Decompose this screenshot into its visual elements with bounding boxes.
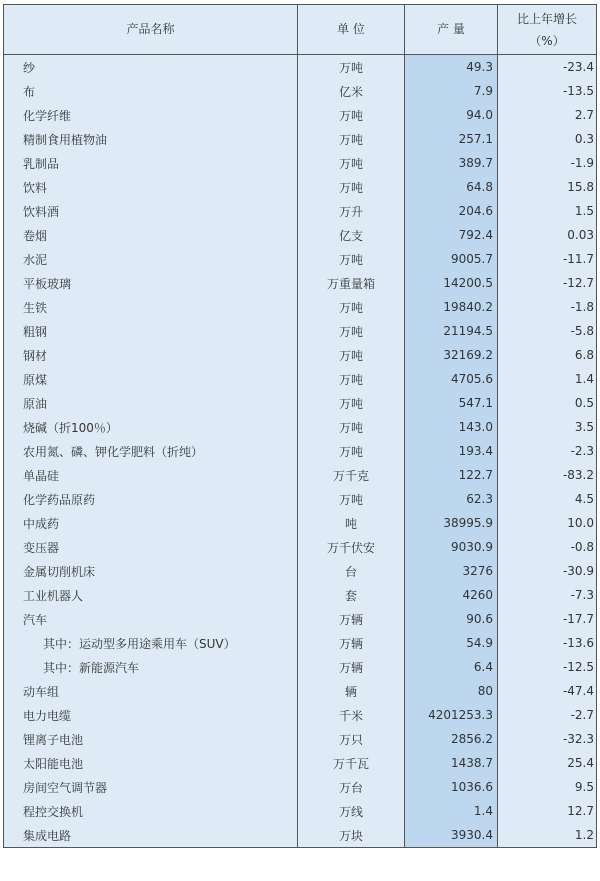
output-cell: 4705.6 [405,367,498,391]
unit-cell: 万吨 [298,151,405,175]
growth-cell: 0.5 [498,391,597,415]
product-name-cell: 汽车 [4,607,298,631]
unit-cell: 台 [298,559,405,583]
growth-cell: -0.8 [498,535,597,559]
product-name-cell: 工业机器人 [4,583,298,607]
table-row [4,751,597,775]
growth-cell: 6.8 [498,343,597,367]
unit-cell: 万吨 [298,247,405,271]
unit-cell: 万辆 [298,631,405,655]
unit-cell: 万吨 [298,391,405,415]
header-growth [498,5,597,55]
growth-cell: -12.7 [498,271,597,295]
table-row [4,247,597,271]
output-cell: 90.6 [405,607,498,631]
output-cell: 94.0 [405,103,498,127]
growth-cell: -5.8 [498,319,597,343]
growth-cell: 1.2 [498,823,597,848]
output-cell: 14200.5 [405,271,498,295]
product-name-cell: 卷烟 [4,223,298,247]
product-name-cell: 饮料 [4,175,298,199]
table-row [4,655,597,679]
unit-cell: 万线 [298,799,405,823]
table-row [4,487,597,511]
growth-cell: -1.9 [498,151,597,175]
output-cell: 2856.2 [405,727,498,751]
growth-cell: -32.3 [498,727,597,751]
product-name-cell: 其中：运动型多用途乘用车（SUV） [4,631,298,655]
table-row [4,823,597,848]
output-cell: 193.4 [405,439,498,463]
unit-cell: 万吨 [298,415,405,439]
product-name-cell: 锂离子电池 [4,727,298,751]
output-cell: 80 [405,679,498,703]
output-cell: 62.3 [405,487,498,511]
table-row [4,295,597,319]
header-row [4,5,597,55]
growth-cell: -7.3 [498,583,597,607]
header-unit: 单 位 [298,5,405,55]
output-cell: 6.4 [405,655,498,679]
growth-cell: -2.3 [498,439,597,463]
header-growth-label: 比上年增长 [516,11,577,26]
table-row [4,631,597,655]
product-name-cell: 纱 [4,55,298,80]
product-name-cell: 饮料酒 [4,199,298,223]
growth-cell: 2.7 [498,103,597,127]
table-row [4,559,597,583]
growth-cell: 15.8 [498,175,597,199]
output-cell: 122.7 [405,463,498,487]
output-cell: 38995.9 [405,511,498,535]
growth-cell: -12.5 [498,655,597,679]
unit-cell: 千米 [298,703,405,727]
header-product-name: 产品名称 [4,5,298,55]
unit-cell: 万吨 [298,295,405,319]
table-row [4,79,597,103]
table-row [4,151,597,175]
growth-cell: 12.7 [498,799,597,823]
unit-cell: 万辆 [298,655,405,679]
growth-cell: -11.7 [498,247,597,271]
table-row [4,199,597,223]
table-row [4,415,597,439]
unit-cell: 万吨 [298,487,405,511]
unit-cell: 亿米 [298,79,405,103]
growth-cell: -2.7 [498,703,597,727]
output-cell: 257.1 [405,127,498,151]
growth-cell: 3.5 [498,415,597,439]
growth-cell: 4.5 [498,487,597,511]
output-cell: 9030.9 [405,535,498,559]
product-name-cell: 单晶硅 [4,463,298,487]
growth-cell: 25.4 [498,751,597,775]
growth-cell: -1.8 [498,295,597,319]
table-row [4,463,597,487]
output-cell: 3930.4 [405,823,498,848]
product-name-cell: 房间空气调节器 [4,775,298,799]
header-growth-unit: （%） [529,33,565,48]
product-name-cell: 粗钢 [4,319,298,343]
table-body [4,55,597,848]
unit-cell: 吨 [298,511,405,535]
table-row [4,511,597,535]
unit-cell: 万吨 [298,439,405,463]
table-row [4,223,597,247]
growth-cell: 10.0 [498,511,597,535]
table-row [4,343,597,367]
output-cell: 792.4 [405,223,498,247]
growth-cell: -17.7 [498,607,597,631]
output-cell: 547.1 [405,391,498,415]
growth-cell: 0.3 [498,127,597,151]
growth-cell: 1.4 [498,367,597,391]
output-cell: 49.3 [405,55,498,80]
output-cell: 389.7 [405,151,498,175]
table-row [4,535,597,559]
product-name-cell: 农用氮、磷、钾化学肥料（折纯） [4,439,298,463]
table-row [4,703,597,727]
growth-cell: 1.5 [498,199,597,223]
unit-cell: 万吨 [298,319,405,343]
unit-cell: 万重量箱 [298,271,405,295]
unit-cell: 万千克 [298,463,405,487]
table-row [4,775,597,799]
growth-cell: -47.4 [498,679,597,703]
output-cell: 1.4 [405,799,498,823]
unit-cell: 万吨 [298,175,405,199]
growth-cell: -83.2 [498,463,597,487]
product-name-cell: 乳制品 [4,151,298,175]
product-name-cell: 金属切削机床 [4,559,298,583]
output-cell: 4201253.3 [405,703,498,727]
unit-cell: 万吨 [298,55,405,80]
unit-cell: 万块 [298,823,405,848]
table-row [4,727,597,751]
output-cell: 3276 [405,559,498,583]
product-name-cell: 钢材 [4,343,298,367]
product-name-cell: 太阳能电池 [4,751,298,775]
table-row [4,799,597,823]
growth-cell: 0.03 [498,223,597,247]
unit-cell: 万吨 [298,343,405,367]
unit-cell: 万台 [298,775,405,799]
unit-cell: 万升 [298,199,405,223]
unit-cell: 辆 [298,679,405,703]
table-row [4,103,597,127]
table-row [4,391,597,415]
product-name-cell: 烧碱（折100％） [4,415,298,439]
unit-cell: 万吨 [298,367,405,391]
table-row [4,583,597,607]
unit-cell: 万辆 [298,607,405,631]
output-cell: 64.8 [405,175,498,199]
table-header [4,5,597,55]
table-row [4,127,597,151]
product-name-cell: 程控交换机 [4,799,298,823]
product-name-cell: 中成药 [4,511,298,535]
product-name-cell: 电力电缆 [4,703,298,727]
output-cell: 19840.2 [405,295,498,319]
product-name-cell: 集成电路 [4,823,298,848]
growth-cell: -13.6 [498,631,597,655]
unit-cell: 万千瓦 [298,751,405,775]
growth-cell: 9.5 [498,775,597,799]
product-name-cell: 原油 [4,391,298,415]
product-name-cell: 变压器 [4,535,298,559]
table-row [4,439,597,463]
table-row [4,319,597,343]
product-name-cell: 其中：新能源汽车 [4,655,298,679]
output-cell: 1036.6 [405,775,498,799]
output-cell: 32169.2 [405,343,498,367]
unit-cell: 万只 [298,727,405,751]
table-row [4,271,597,295]
output-cell: 54.9 [405,631,498,655]
table-row [4,175,597,199]
table-row [4,607,597,631]
header-output: 产 量 [405,5,498,55]
growth-cell: -23.4 [498,55,597,80]
product-name-cell: 化学药品原药 [4,487,298,511]
table-row [4,679,597,703]
unit-cell: 亿支 [298,223,405,247]
output-cell: 7.9 [405,79,498,103]
product-name-cell: 生铁 [4,295,298,319]
output-cell: 21194.5 [405,319,498,343]
output-cell: 1438.7 [405,751,498,775]
output-cell: 204.6 [405,199,498,223]
unit-cell: 万千伏安 [298,535,405,559]
unit-cell: 万吨 [298,127,405,151]
product-name-cell: 原煤 [4,367,298,391]
product-name-cell: 动车组 [4,679,298,703]
unit-cell: 万吨 [298,103,405,127]
output-cell: 9005.7 [405,247,498,271]
product-name-cell: 化学纤维 [4,103,298,127]
table-row [4,367,597,391]
product-name-cell: 水泥 [4,247,298,271]
product-name-cell: 布 [4,79,298,103]
output-cell: 4260 [405,583,498,607]
unit-cell: 套 [298,583,405,607]
output-cell: 143.0 [405,415,498,439]
product-output-table [3,4,597,848]
table-row [4,55,597,80]
product-name-cell: 精制食用植物油 [4,127,298,151]
growth-cell: -13.5 [498,79,597,103]
product-name-cell: 平板玻璃 [4,271,298,295]
growth-cell: -30.9 [498,559,597,583]
